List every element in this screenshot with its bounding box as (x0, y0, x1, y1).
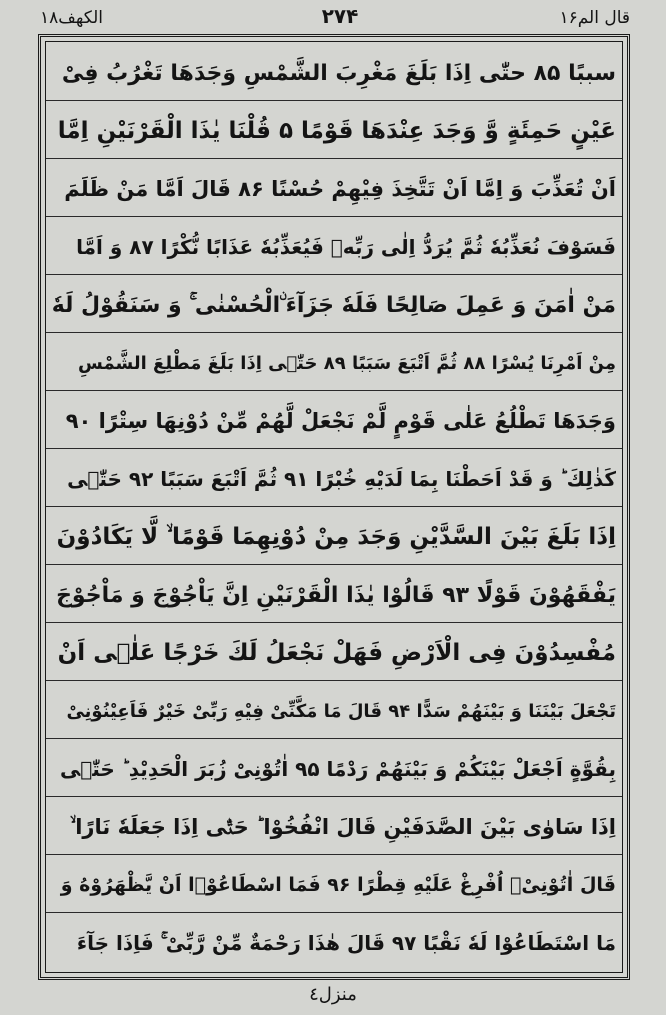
text-line-12: تَجْعَلَ بَیْنَنَا وَ بَیْنَهُمْ سَدًّا ۹۴ قَالَ مَا مَكَّنِّیْ فِیْهِ رَبِّیْ خَیْرٌ فَاَعِیْنُوْنِیْ (66, 700, 616, 722)
text-line-6: مِنْ اَمْرِنَا یُسْرًا ۸۸ ثُمَّ اَتْبَعَ سَبَبًا ۸۹ حَتّٰۤی اِذَا بَلَغَ مَطْلِعَ الشَّمْسِ (78, 352, 616, 374)
text-line-3: اَنْ تُعَذِّبَ وَ اِمَّا اَنْ تَتَّخِذَ فِیْهِمْ حُسْنًا ۸۶ قَالَ اَمَّا مَنْ ظَلَمَ (64, 177, 616, 201)
line-rule (46, 332, 622, 333)
manzil-marker: منزل٤ (309, 984, 357, 1005)
line-rule (46, 738, 622, 739)
line-rule (46, 390, 622, 391)
line-rule (46, 100, 622, 101)
line-rule (46, 564, 622, 565)
line-rule (46, 622, 622, 623)
line-rule (46, 680, 622, 681)
text-line-11: مُفْسِدُوْنَ فِی الْاَرْضِ فَهَلْ نَجْعَلُ لَكَ خَرْجًا عَلٰۤی اَنْ (57, 640, 616, 666)
line-rule (46, 274, 622, 275)
line-rule (46, 158, 622, 159)
text-block (45, 41, 623, 973)
line-rule (46, 216, 622, 217)
text-line-1: سببًا ۸۵ حتّٰی اِذَا بَلَغَ مَغْرِبَ الشَّمْسِ وَجَدَهَا تَغْرُبُ فِیْ (61, 60, 616, 86)
line-rule (46, 506, 622, 507)
text-frame (38, 34, 630, 980)
line-rule (46, 912, 622, 913)
text-line-7: وَجَدَهَا تَطْلُعُ عَلٰی قَوْمٍ لَّمْ نَجْعَلْ لَّهُمْ مِّنْ دُوْنِهَا سِتْرًا ۹۰ (65, 409, 616, 433)
page-number: ۲۷۴ (321, 4, 359, 28)
page-header (40, 4, 630, 32)
text-line-9: اِذَا بَلَغَ بَیْنَ السَّدَّیْنِ وَجَدَ مِنْ دُوْنِهِمَا قَوْمًا ۙ لَّا یَكَادُوْنَ (56, 524, 616, 550)
line-rule (46, 854, 622, 855)
text-line-8: كَذٰلِكَ ؕ وَ قَدْ اَحَطْنَا بِمَا لَدَیْهِ خُبْرًا ۹۱ ثُمَّ اَتْبَعَ سَبَبًا ۹۲ حَتّٰۤی (67, 467, 616, 491)
line-rule (46, 448, 622, 449)
text-line-4: فَسَوْفَ نُعَذِّبُهٗ ثُمَّ یُرَدُّ اِلٰی رَبِّهٖ فَیُعَذِّبُهٗ عَذَابًا نُّكْرًا ۸۷ وَ اَمَّا (76, 235, 616, 259)
text-line-13: بِقُوَّةٍ اَجْعَلْ بَیْنَكُمْ وَ بَیْنَهُمْ رَدْمًا ۹۵ اٰتُوْنِیْ زُبَرَ الْحَدِیْدِ ؕ حَتّٰۤی (60, 757, 616, 781)
text-line-16: مَا اسْتَطَاعُوْا لَهٗ نَقْبًا ۹۷ قَالَ هٰذَا رَحْمَةٌ مِّنْ رَّبِّیْ ۚ فَاِذَا جَآءَ (76, 931, 616, 955)
surah-name: الکھف۱۸ (40, 8, 103, 28)
line-rule (46, 796, 622, 797)
text-line-14: اِذَا سَاوٰی بَیْنَ الصَّدَفَیْنِ قَالَ انْفُخُوْا ؕ حَتّٰۤی اِذَا جَعَلَهٗ نَارًا ۙ (69, 814, 616, 839)
text-line-5: مَنْ اٰمَنَ وَ عَمِلَ صَالِحًا فَلَهٗ جَزَآءَ ۨالْحُسْنٰی ۚ وَ سَنَقُوْلُ لَهٗ (52, 292, 616, 318)
text-line-10: یَفْقَهُوْنَ قَوْلًا ۹۳ قَالُوْا یٰذَا الْقَرْنَیْنِ اِنَّ یَاْجُوْجَ وَ مَاْجُوْجَ (56, 582, 616, 608)
para-name: قال الم۱۶ (559, 8, 630, 28)
text-line-15: قَالَ اٰتُوْنِیْۤ اُفْرِغْ عَلَیْهِ قِطْرًا ۹۶ فَمَا اسْطَاعُوْۤا اَنْ یَّظْهَرُوْهُ وَ (60, 874, 616, 896)
text-line-2: عَیْنٍ حَمِئَةٍ وَّ وَجَدَ عِنْدَهَا قَوْمًا ۵ قُلْنَا یٰذَا الْقَرْنَیْنِ اِمَّا (57, 118, 616, 144)
